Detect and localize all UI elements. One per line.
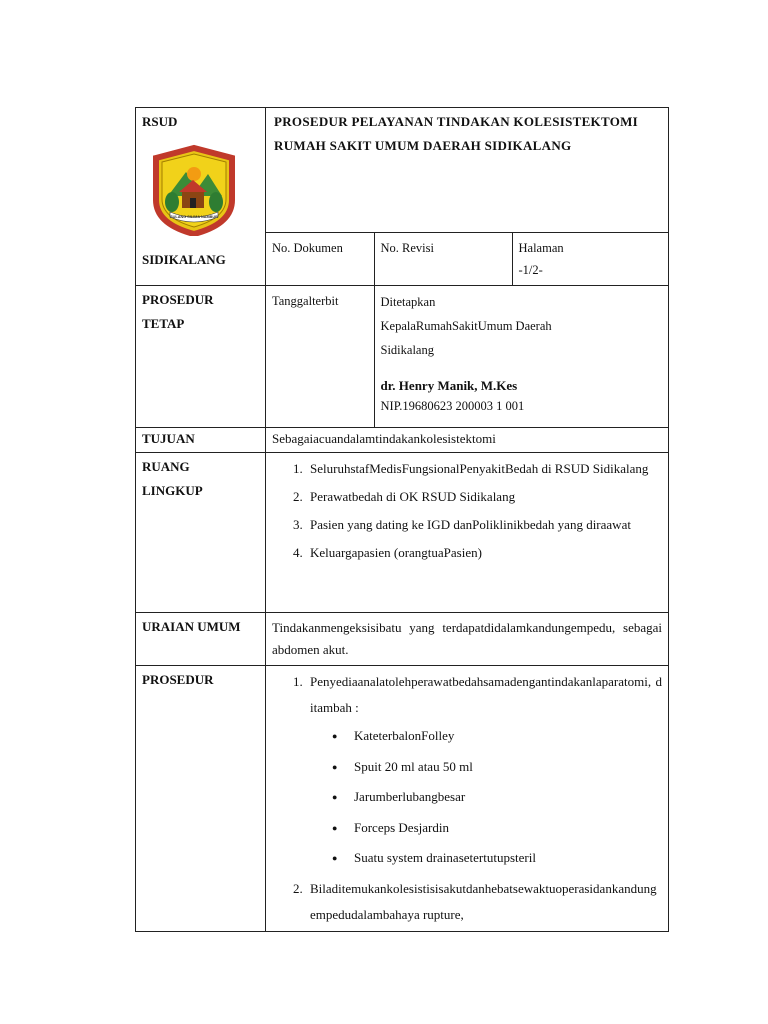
- list-item: 1. SeluruhstafMedisFungsionalPenyakitBedah di RSUD Sidikalang: [306, 455, 668, 483]
- prosedur-tetap-label-cell: [136, 286, 266, 428]
- page-title-line1: PROSEDUR PELAYANAN TINDAKAN KOLESISTEKTOMI: [274, 114, 639, 129]
- tool-item: ● KateterbalonFolley: [350, 721, 662, 752]
- halaman-value: -1/2-: [518, 263, 543, 277]
- uraian-umum-text: Tindakanmengeksisibatu yang terdapatdidalamkandungempedu, sebagai abdomen akut.: [266, 613, 669, 666]
- prosedur-step-2: 2. Biladitemukankolesistisisakutdanhebatsewaktuoperasidankandungempedudalambahaya rupture,: [306, 875, 668, 929]
- kepala-title-line2: Sidikalang: [380, 343, 434, 357]
- prosedur-steps: [266, 668, 668, 929]
- uraian-umum-label: URAIAN UMUM: [136, 613, 266, 666]
- list-item: 3. Pasien yang dating ke IGD danPoliklinikbedah yang diraawat: [306, 511, 668, 539]
- tool-item: ● Forceps Desjardin: [350, 813, 662, 844]
- document-info-cell: [266, 233, 669, 286]
- prosedur-step-1-text: Penyediaanalatolehperawatbedahsamadengantindakanlaparatomi, ditambah :: [310, 674, 662, 715]
- tanggal-terbit-label: Tanggalterbit: [272, 294, 339, 308]
- tool-item: ● Jarumberlubangbesar: [350, 782, 662, 813]
- ditetapkan-cell: [374, 286, 669, 427]
- tujuan-label: TUJUAN: [136, 428, 266, 453]
- halaman-cell: [512, 233, 669, 285]
- tujuan-text: Sebagaiacuandalamtindakankolesistektomi: [266, 428, 669, 453]
- prosedur-content: [266, 666, 669, 932]
- prosedur-tetap-label-line1: PROSEDUR: [142, 292, 214, 307]
- prosedur-label: PROSEDUR: [136, 666, 266, 932]
- sop-document-table: [135, 107, 669, 932]
- seal-banner-text: SULANG SILIMA NAMBUR: [170, 215, 218, 219]
- list-item: 2. Perawatbedah di OK RSUD Sidikalang: [306, 483, 668, 511]
- ruang-lingkup-label-cell: [136, 453, 266, 613]
- prosedur-tetap-label-line2: TETAP: [142, 316, 185, 331]
- halaman-label: Halaman: [518, 241, 564, 255]
- signatory-name: dr. Henry Manik, M.Kes: [380, 378, 518, 393]
- no-dokumen-label: No. Dokumen: [272, 241, 343, 255]
- sidikalang-label: SIDIKALANG: [142, 252, 226, 267]
- page-title-line2: RUMAH SAKIT UMUM DAERAH SIDIKALANG: [274, 138, 572, 153]
- ruang-lingkup-label-line1: RUANG: [142, 459, 190, 474]
- seal-icon: [146, 144, 242, 236]
- prosedur-step-1: [306, 668, 668, 875]
- ruang-lingkup-label-line2: LINGKUP: [142, 483, 203, 498]
- kepala-title-line1: KepalaRumahSakitUmum Daerah: [380, 319, 552, 333]
- ruang-lingkup-content: [266, 453, 669, 613]
- signatory-nip: NIP.19680623 200003 1 001: [380, 399, 525, 413]
- tool-item: ● Spuit 20 ml atau 50 ml: [350, 752, 662, 783]
- prosedur-tetap-info-cell: [266, 286, 669, 428]
- page-title-cell: [266, 108, 669, 233]
- ruang-lingkup-list: [266, 455, 668, 567]
- rsud-label: RSUD: [142, 114, 178, 129]
- hospital-identity-cell: [136, 108, 266, 286]
- tools-list: [310, 721, 662, 874]
- ditetapkan-label: Ditetapkan: [380, 295, 436, 309]
- no-revisi-label: No. Revisi: [374, 233, 512, 285]
- tool-item: ● Suatu system drainasetertutupsteril: [350, 843, 662, 874]
- list-item: 4. Keluargapasien (orangtuaPasien): [306, 539, 668, 567]
